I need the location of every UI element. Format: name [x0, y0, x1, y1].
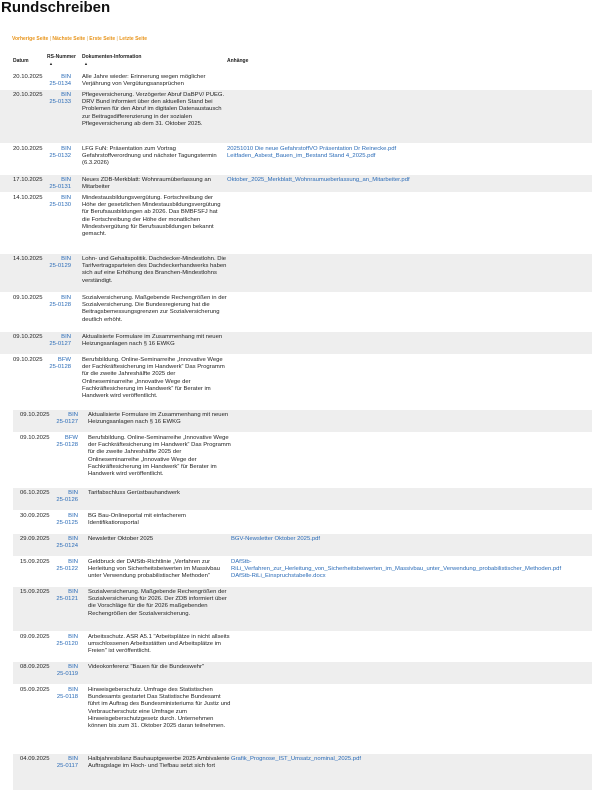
row-group[interactable]: BIN	[68, 559, 78, 565]
row-date: 20.10.2025	[13, 74, 43, 80]
row-number-link[interactable]	[47, 74, 71, 88]
row-info: Geldbruck der DAfStb-Richtlinie „Verfahren zur Herleitung von Sicherheitsbeiwerten im Massivbau unter Verwendung probabilistischer Methoden“	[88, 559, 220, 580]
column-header-info[interactable]: Dokumenten-Information	[82, 54, 142, 60]
last-page-link[interactable]: Letzte Seite	[119, 36, 148, 42]
row-number[interactable]: 25-0122	[56, 566, 78, 573]
row-group[interactable]: BIN	[61, 74, 71, 80]
row-number-link[interactable]	[54, 490, 78, 504]
table-row	[13, 488, 592, 511]
row-info: Berufsbildung. Online-Seminarreihe „Innovative Wege der Fachkräftesicherung im Handwerk“ Das Programm für die zweite Jahreshälfte 2025 der Onlineseminarreihe „Innovative Wege der Fachkräftesicherung im Handwerk“ für Berater im Handwerk wird veröffentlicht.	[88, 435, 231, 478]
row-number-link[interactable]	[47, 195, 71, 209]
table-row	[0, 332, 592, 355]
row-attachments	[231, 559, 561, 581]
row-number-link[interactable]	[47, 146, 71, 160]
table-row	[13, 587, 592, 632]
row-number-link[interactable]	[47, 295, 71, 309]
table-row	[13, 511, 592, 534]
row-date: 09.10.2025	[13, 295, 43, 301]
row-number-link[interactable]	[47, 334, 71, 348]
row-number[interactable]: 25-0128	[49, 364, 71, 371]
table-row	[13, 557, 592, 587]
row-number[interactable]: 25-0130	[49, 202, 71, 209]
table-row	[0, 72, 592, 90]
row-date: 15.09.2025	[20, 589, 50, 595]
row-info: LFG FuN: Präsentation zum Vortrag Gefahrstoffverordnung und nächster Tagungstermin (6.3.2026)	[82, 146, 217, 167]
pager-separator: |	[49, 36, 52, 42]
row-number-link[interactable]	[54, 435, 78, 449]
attachment-link[interactable]: Leitfaden_Asbest_Bauen_im_Bestand Stand 4_2025.pdf	[227, 153, 376, 160]
table-row	[0, 355, 592, 410]
pager	[12, 36, 592, 46]
row-number-link[interactable]	[54, 589, 78, 603]
pager-separator: |	[116, 36, 118, 42]
table-row	[13, 410, 592, 433]
table-row	[0, 90, 592, 144]
row-date: 08.09.2025	[20, 664, 50, 670]
table-row	[0, 254, 592, 293]
row-date: 20.10.2025	[13, 146, 43, 152]
row-number[interactable]: 25-0127	[49, 341, 71, 348]
attachment-link[interactable]: BGV-Newsletter Oktober 2025.pdf	[231, 536, 321, 542]
row-attachments	[231, 756, 361, 763]
row-number[interactable]: 25-0129	[49, 263, 71, 270]
sort-arrow-icon[interactable]: ▲	[49, 61, 53, 66]
table-row	[0, 175, 592, 193]
row-info: Hinweisgeberschutz. Umfrage des Statistischen Bundesamts gestartet Das Statistische Bundesamt führt im Auftrag des Bundesministeriums für Justiz und Verbraucherschutz eine Umfrage zum Hinweisgeberschutzgesetz durch. Unternehmen können bis zum 31. Oktober 2025 daran teilnehmen.	[88, 687, 231, 730]
row-date: 09.10.2025	[13, 357, 43, 363]
row-group[interactable]: BIN	[68, 634, 78, 640]
column-header-date[interactable]: Datum	[13, 58, 29, 64]
circular-list	[0, 72, 592, 791]
row-info: Sozialversicherung. Maßgebende Rechengrößen der Sozialversicherung für 2026. Der ZDB informiert über die Vorschläge für die für 2026 maßgebenden Rechengrößen der Sozialversicherung.	[88, 589, 227, 617]
row-info: Newsletter Oktober 2025	[88, 536, 154, 542]
row-attachments	[227, 177, 410, 184]
attachment-link[interactable]: DAfStb-	[231, 559, 252, 565]
row-date: 04.09.2025	[20, 756, 50, 762]
row-number[interactable]: 25-0117	[56, 763, 78, 770]
row-group[interactable]: BIN	[61, 256, 71, 262]
row-group[interactable]: BIN	[68, 412, 78, 418]
row-number[interactable]: 25-0118	[56, 694, 78, 701]
table-row	[13, 534, 592, 557]
row-group[interactable]: BFW	[57, 357, 71, 363]
sort-arrow-icon[interactable]: ▲	[84, 61, 88, 66]
row-attachments	[231, 536, 320, 543]
attachment-link[interactable]: Grafik_Prognose_IST_Umsatz_nominal_2025.pdf	[231, 756, 361, 762]
row-info: Alle Jahre wieder: Erinnerung wegen möglicher Verjährung von Vergütungsansprüchen	[82, 74, 206, 88]
attachment-link[interactable]: 20251010 Die neue GefahrstoffVO Präsentation Dr Reinecke.pdf	[227, 146, 397, 152]
table-row	[0, 193, 592, 254]
row-number[interactable]: 25-0121	[56, 596, 78, 603]
first-page-link[interactable]: Erste Seite	[89, 36, 116, 42]
row-number-link[interactable]	[47, 92, 71, 106]
attachment-link[interactable]: RiLi_Verfahren_zur_Herleitung_von_Sicherheitsbeiwerten_im_Massivbau_unter_Verwendung_probabilistischer_Methoden.pdf	[231, 566, 562, 573]
row-info: Berufsbildung. Online-Seminarreihe „Innovative Wege der Fachkräftesicherung im Handwerk“ Das Programm für die zweite Jahreshälfte 2025 der Onlineseminarreihe „Innovative Wege der Fachkräftesicherung im Handwerk“ für Berater im Handwerk wird veröffentlicht.	[82, 357, 225, 400]
row-number[interactable]: 25-0127	[56, 419, 78, 426]
row-number[interactable]: 25-0126	[56, 497, 78, 504]
row-group[interactable]: BIN	[61, 146, 71, 152]
row-info: Arbeitsschutz. ASR A5.1 "Arbeitsplätze in nicht allseits umschlossenen Arbeitsstätten und Arbeitsplätze im Freien" ist veröffentlicht.	[88, 634, 230, 655]
column-header-attachments: Anhänge	[227, 58, 249, 64]
row-number[interactable]: 25-0128	[56, 442, 78, 449]
table-row	[13, 662, 592, 685]
row-date: 09.09.2025	[20, 634, 50, 640]
row-info: Aktualisierte Formulare im Zusammenhang mit neuen Heizungsanlagen nach § 16 EWKG	[82, 334, 223, 348]
row-number[interactable]: 25-0134	[49, 81, 71, 88]
row-number-link[interactable]	[54, 687, 78, 701]
table-row	[13, 433, 592, 488]
row-group[interactable]: BIN	[61, 177, 71, 183]
pager-separator: |	[86, 36, 88, 42]
table-header	[0, 53, 592, 72]
row-group[interactable]: BIN	[68, 664, 78, 670]
attachment-link[interactable]: DAfStb-RiLi_Einspruchstabelle.docx	[231, 573, 326, 580]
row-group[interactable]: BIN	[68, 756, 78, 762]
row-group[interactable]: BIN	[68, 513, 78, 519]
row-date: 30.09.2025	[20, 513, 50, 519]
row-number-link[interactable]	[47, 357, 71, 371]
row-date: 20.10.2025	[13, 92, 43, 98]
table-row	[13, 632, 592, 662]
row-number-link[interactable]	[54, 559, 78, 573]
row-date: 09.10.2025	[20, 435, 50, 441]
table-row	[0, 293, 592, 332]
row-number-link[interactable]	[47, 256, 71, 270]
row-number-link[interactable]	[47, 177, 71, 191]
row-date: 14.10.2025	[13, 256, 43, 262]
prev-page-link[interactable]: Vorherige Seite	[12, 36, 49, 42]
row-info: Videokonferenz "Bauen für die Bundeswehr"	[88, 664, 205, 670]
row-group[interactable]: BIN	[68, 536, 78, 542]
attachment-link[interactable]: Oktober_2025_Merkblatt_Wohnraumueberlassung_an_Mitarbeiter.pdf	[227, 177, 410, 183]
row-number[interactable]: 25-0132	[49, 153, 71, 160]
row-info: Halbjahresbilanz Bauhauptgewerbe 2025 Ambivalente Auftragslage im Hoch- und Tiefbau setzt sich fort	[88, 756, 230, 770]
row-info: Neues ZDB-Merkblatt: Wohnraumüberlassung an Mitarbeiter	[82, 177, 211, 191]
row-number[interactable]: 25-0120	[56, 641, 78, 648]
row-attachments	[227, 146, 396, 160]
next-page-link[interactable]: Nächste Seite	[52, 36, 86, 42]
row-date: 14.10.2025	[13, 195, 43, 201]
row-group[interactable]: BIN	[61, 334, 71, 340]
row-date: 05.09.2025	[20, 687, 50, 693]
row-number[interactable]: 25-0131	[49, 184, 71, 191]
row-info: BG Bau-Onlineportal mit einfacherem Identifikationsportal	[88, 513, 186, 527]
row-group[interactable]: BIN	[61, 195, 71, 201]
row-info: Tarifabschluss Gerüstbauhandwerk	[88, 490, 181, 496]
row-date: 09.10.2025	[13, 334, 43, 340]
table-row	[13, 685, 592, 754]
row-number[interactable]: 25-0128	[49, 302, 71, 309]
row-number-link[interactable]	[54, 664, 78, 678]
table-row	[13, 754, 592, 791]
row-number-link[interactable]	[54, 412, 78, 426]
row-date: 17.10.2025	[13, 177, 43, 183]
row-info: Aktualisierte Formulare im Zusammenhang mit neuen Heizungsanlagen nach § 16 EWKG	[88, 412, 229, 426]
row-group[interactable]: BIN	[68, 490, 78, 496]
row-number[interactable]: 25-0119	[56, 671, 78, 678]
row-info: Sozialversicherung. Maßgebende Rechengrößen in der Sozialversicherung. Die Bundesregierung hat die Beitragsbemessungsgrenzen zur Sozialversicherung deutlich erhöht.	[82, 295, 227, 323]
row-number-link[interactable]	[54, 536, 78, 550]
row-info: Mindestausbildungsvergütung. Fortschreibung der Höhe der gesetzlichen Mindestausbildungsvergütung für Berufsausbildungen ab 2026. Das BMBFSFJ hat die Fortschreibung der Höhe der monatlichen Mindestvergütung für Berufsausbildungen bekannt gemacht.	[82, 195, 221, 238]
row-group[interactable]: BIN	[61, 92, 71, 98]
row-number-link[interactable]	[54, 756, 78, 770]
table-row	[0, 144, 592, 175]
row-date: 09.10.2025	[20, 412, 50, 418]
row-date: 15.09.2025	[20, 559, 50, 565]
row-number[interactable]: 25-0125	[56, 520, 78, 527]
row-info: Pflegeversicherung. Verzögerter Abruf DaBPV/ PUEG. DRV Bund informiert über den aktuellen Stand bei Problemen für den Abruf im digitalen Datenaustausch zur Beitragsdifferenzierung in der sozialen Pflegeversicherung ab dem 31. Oktober 2025.	[82, 92, 225, 127]
row-number[interactable]: 25-0133	[49, 99, 71, 106]
row-number-link[interactable]	[54, 634, 78, 648]
row-info: Lohn- und Gehaltspolitik. Dachdecker-Mindestlohn. Die Tarifvertragsparteien des Dachdeckerhandwerks haben sich auf eine Erhöhung des Branchen-Mindestlohns verständigt.	[82, 256, 227, 284]
row-date: 06.10.2025	[20, 490, 50, 496]
column-header-number[interactable]: RS-Nummer	[47, 54, 76, 60]
row-number[interactable]: 25-0124	[56, 543, 78, 550]
row-group[interactable]: BFW	[64, 435, 78, 441]
row-group[interactable]: BIN	[68, 687, 78, 693]
row-group[interactable]: BIN	[61, 295, 71, 301]
row-date: 29.09.2025	[20, 536, 50, 542]
page-title: Rundschreiben	[1, 0, 111, 16]
row-group[interactable]: BIN	[68, 589, 78, 595]
row-number-link[interactable]	[54, 513, 78, 527]
